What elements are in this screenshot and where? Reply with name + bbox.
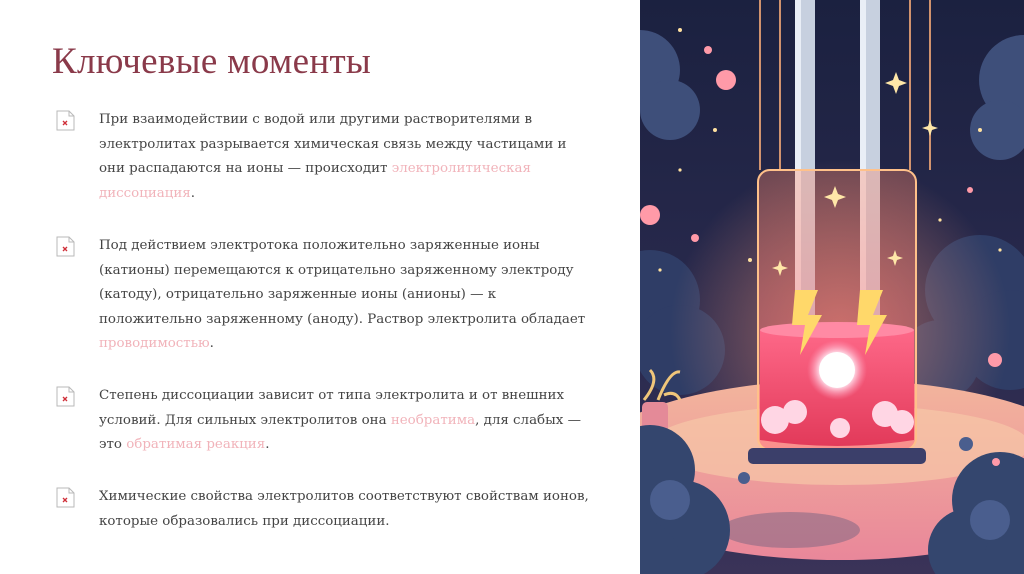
bullet-text-1 (99, 108, 589, 206)
bullet-3-text: Степень диссоциации зависит от типа электролита и от внешних условий. Для сильных электролитов она (99, 388, 564, 428)
slide-title: Ключевые моменты (52, 41, 372, 82)
broken-image-icon (56, 487, 75, 508)
bullet-2-end: . (209, 336, 214, 351)
bullet-3-end: . (265, 437, 270, 452)
bullet-text-4 (99, 485, 589, 534)
bullet-1-end: . (190, 185, 195, 201)
broken-image-icon (56, 236, 75, 257)
bullet-text-3 (99, 384, 589, 458)
bullet-1-text: При взаимодействии с водой или другими растворителями в электролитах разрывается химическая связь между частицами и они распадаются на ионы — происходит (99, 112, 567, 176)
bullet-2-text: Под действием электротока положительно заряженные ионы (катионы) перемещаются к отрицательно заряженному электроду (катоду), отрицательно заряженные ионы (анионы) — к положительно заряженному (аноду). Раствор электролита обладает (99, 238, 586, 327)
broken-image-icon (56, 386, 75, 407)
electrolyte-illustration (640, 0, 1024, 574)
bullet-4-text: Химические свойства электролитов соответствуют свойствам ионов, которые образовались при диссоциации. (99, 489, 589, 529)
link-conductivity[interactable]: проводимостью (99, 336, 210, 351)
link-electrolytic-dissociation[interactable]: электролитическая диссоциация (99, 161, 531, 201)
link-reversible-reaction[interactable]: обратимая реакция (126, 437, 266, 452)
bullet-3-middle: , для слабых — это (99, 412, 581, 452)
beaker-illustration-svg (640, 0, 1024, 574)
bullet-text-2 (99, 234, 589, 357)
broken-image-icon (56, 110, 75, 131)
link-irreversible[interactable]: необратима (390, 412, 476, 428)
